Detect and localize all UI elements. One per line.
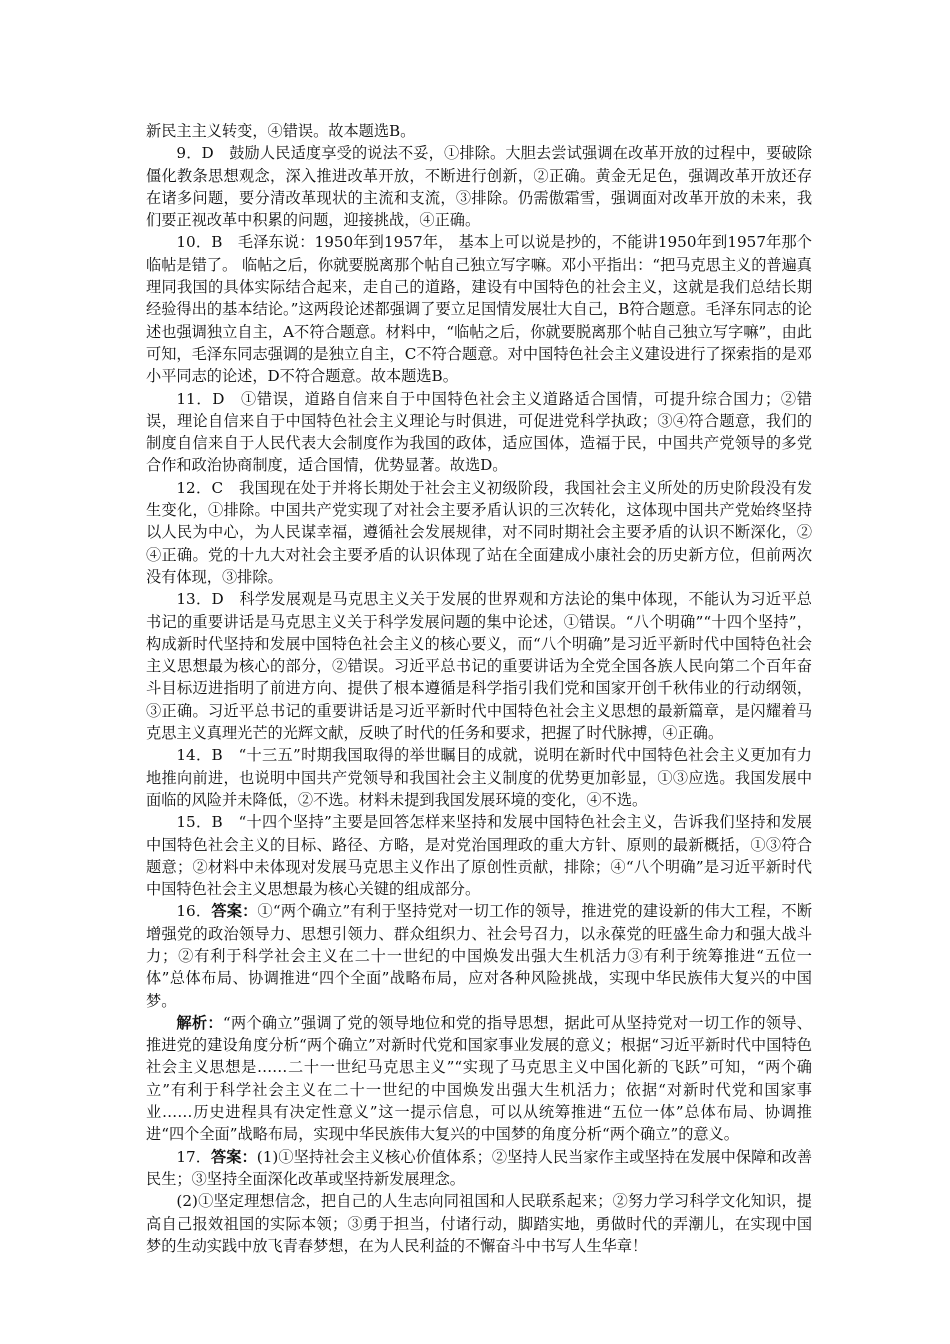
answer-9 (146, 142, 812, 231)
answer-number: 15．B (176, 813, 239, 832)
answer-17 (146, 1146, 812, 1191)
answer-number: 12．C (176, 478, 239, 497)
answer-explanation: “十三五”时期我国取得的举世瞩目的成就，说明在新时代中国特色社会主义更加有力地推向前进，也说明中国共产党领导和我国社会主义制度的优势更加彰显，①③应选。我国发展中面临的风险并未降低，②不选。材料未提到我国发展环境的变化，④不选。 (146, 746, 812, 809)
answer-explanation: 我国现在处于并将长期处于社会主义初级阶段，我国社会主义所处的历史阶段没有发生变化，①排除。中国共产党实现了对社会主要矛盾认识的三次转化，这体现中国共产党始终坚持以人民为中心，为人民谋幸福，遵循社会发展规律，对不同时期社会主要矛盾的认识不断深化，②④正确。党的十九大对社会主要矛盾的认识体现了站在全面建成小康社会的历史新方位，但前两次没有体现，③排除。 (146, 478, 812, 586)
answer-explanation: (1)①坚持社会主义核心价值体系；②坚持人民当家作主或坚持在发展中保障和改善民生；③坚持全面深化改革或坚持新发展理念。 (146, 1147, 813, 1188)
analysis-label: 解析： (176, 1013, 223, 1032)
analysis-16 (146, 1012, 812, 1146)
answer-17-part-2 (146, 1190, 812, 1257)
answer-14 (146, 744, 812, 811)
answer-document (146, 120, 812, 1257)
answer-16 (146, 900, 812, 1011)
answer-number: 10．B (176, 233, 238, 252)
answer-explanation: 毛泽东说：1950年到1957年， 基本上可以说是抄的，不能讲1950年到1957年那个临帖是错了。 临帖之后，你就要脱离那个帖自己独立写字嘛。邓小平指出：“把马克思主义的普遍真理同我国的具体实际结合起来，走自己的道路，建设有中国特色的社会主义，这就是我们总结长期经验得出的基本结论。”这两段论述都强调了要立足国情发展壮大自己，B符合题意。毛泽东同志的论述也强调独立自主，A不符合题意。材料中，“临帖之后，你就要脱离那个帖自己独立写字嘛”，由此可知，毛泽东同志强调的是独立自主，C不符合题意。对中国特色社会主义建设进行了探索指的是邓小平同志的论述，D不符合题意。故本题选B。 (146, 233, 812, 386)
answer-number: 14．B (176, 746, 239, 765)
answer-number: 13．D (176, 590, 240, 609)
answer-explanation: ①“两个确立”有利于坚持党对一切工作的领导，推进党的建设新的伟大工程，不断增强党的政治领导力、思想引领力、群众组织力、社会号召力，以永葆党的旺盛生命力和强大战斗力；②有利于科学社会主义在二十一世纪的中国焕发出强大生机活力③有利于统筹推进“五位一体”总体布局、协调推进“四个全面”战略布局，应对各种风险挑战，实现中华民族伟大复兴的中国梦。 (146, 902, 813, 1010)
answer-number: 17． (176, 1147, 212, 1166)
answer-label: 答案： (211, 902, 258, 921)
answer-explanation: (2)①坚定理想信念，把自己的人生志向同祖国和人民联系起来；②努力学习科学文化知识，提高自己报效祖国的实际本领；③勇于担当，付诸行动，脚踏实地，勇做时代的弄潮儿，在实现中国梦的生动实践中放飞青春梦想，在为人民利益的不懈奋斗中书写人生华章！ (146, 1192, 812, 1255)
paragraph-continuation (146, 120, 812, 142)
answer-number: 9．D (176, 144, 230, 163)
answer-number: 11．D (176, 389, 242, 408)
answer-number: 16． (176, 902, 212, 921)
analysis-text: “两个确立”强调了党的领导地位和党的指导思想，据此可从坚持党对一切工作的领导、推进党的建设角度分析“两个确立”对新时代党和国家事业发展的意义；根据“习近平新时代中国特色社会主义思想是……二十一世纪马克思主义”“实现了马克思主义中国化新的飞跃”可知，“两个确立”有利于科学社会主义在二十一世纪的中国焕发出强大生机活力；依据“对新时代党和国家事业……历史进程具有决定性意义”这一提示信息，可以从统筹推进“五位一体”总体布局、协调推进“四个全面”战略布局，实现中华民族伟大复兴的中国梦的角度分析“两个确立”的意义。 (146, 1013, 812, 1144)
answer-explanation: 鼓励人民适度享受的说法不妥，①排除。大胆去尝试强调在改革开放的过程中，要破除僵化教条思想观念，深入推进改革开放，不断进行创新，②正确。黄金无足色，强调改革开放还存在诸多问题，要分清改革现状的主流和支流，③排除。仍需傲霜雪，强调面对改革开放的未来，我们要正视改革中积累的问题，迎接挑战，④正确。 (146, 144, 812, 230)
answer-15 (146, 811, 812, 900)
answer-explanation: “十四个坚持”主要是回答怎样来坚持和发展中国特色社会主义，告诉我们坚持和发展中国特色社会主义的目标、路径、方略，是对党治国理政的重大方针、原则的最新概括，①③符合题意；②材料中未体现对发展马克思主义作出了原创性贡献，排除；④“八个明确”是习近平新时代中国特色社会主义思想最为核心关键的组成部分。 (146, 813, 812, 899)
answer-explanation: 科学发展观是马克思主义关于发展的世界观和方法论的集中体现，不能认为习近平总书记的重要讲话是马克思主义关于科学发展问题的集中论述，①错误。“八个明确”“十四个坚持”，构成新时代坚持和发展中国特色社会主义的核心要义，而“八个明确”是习近平新时代中国特色社会主义思想最为核心的部分，②错误。习近平总书记的重要讲话为全党全国各族人民向第二个百年奋斗目标迈进指明了前进方向、提供了根本遵循是科学指引我们党和国家开创千秋伟业的行动纲领，③正确。习近平总书记的重要讲话是习近平新时代中国特色社会主义思想的最新篇章，是闪耀着马克思主义真理光芒的光辉文献，反映了时代的任务和要求，把握了时代脉搏，④正确。 (146, 590, 812, 743)
answer-10 (146, 231, 812, 387)
answer-explanation: ①错误，道路自信来自于中国特色社会主义道路适合国情，可提升综合国力；②错误，理论自信来自于中国特色社会主义理论与时俱进，可促进党科学执政；③④符合题意，我们的制度自信来自于人民代表大会制度作为我国的政体，适应国体，造福于民，中国共产党领导的多党合作和政治协商制度，适合国情，优势显著。故选D。 (146, 389, 812, 475)
answer-label: 答案： (211, 1147, 257, 1166)
answer-12 (146, 477, 812, 588)
paragraph-text: 新民主主义转变，④错误。故本题选B。 (146, 122, 416, 140)
answer-11 (146, 388, 812, 477)
answer-13 (146, 588, 812, 744)
